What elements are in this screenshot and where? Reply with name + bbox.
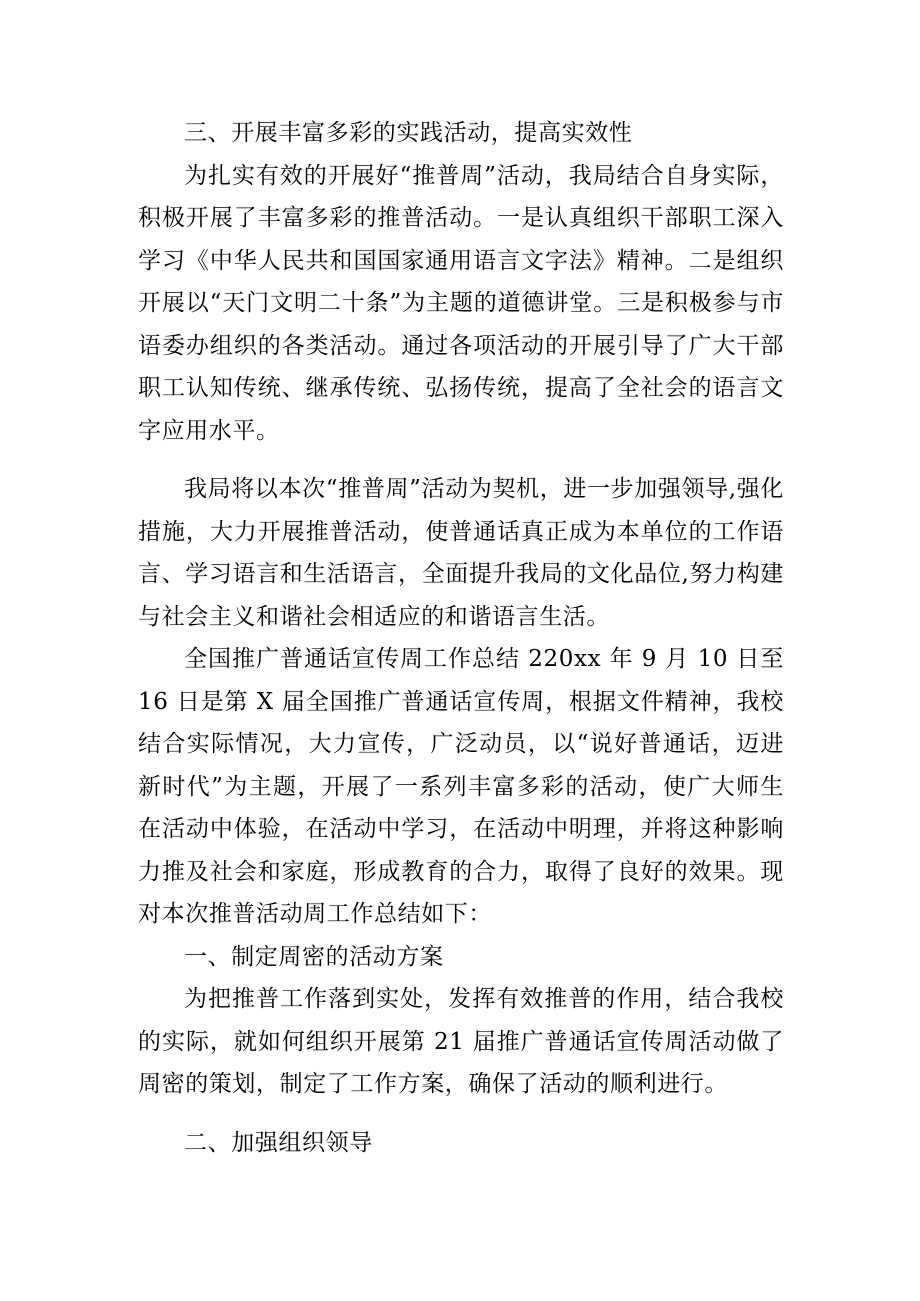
body-paragraph: 为扎实有效的开展好“推普周”活动，我局结合自身实际，积极开展了丰富多彩的推普活动。一是认真组织干部职工深入学习《中华人民共和国国家通用语言文字法》精神。二是组织开展以“天门文明二十条”为主题的道德讲堂。三是积极参与市语委办组织的各类活动。通过各项活动的开展引导了广大干部职工认知传统、继承传统、弘扬传统，提高了全社会的语言文字应用水平。 — [138, 162, 784, 444]
body-paragraph: 为把推普工作落到实处，发挥有效推普的作用，结合我校的实际，就如何组织开展第 21 届推广普通话宣传周活动做了周密的策划，制定了工作方案，确保了活动的顺利进行。 — [138, 986, 784, 1097]
body-paragraph: 全国推广普通话宣传周工作总结 220xx 年 9 月 10 日至 16 日是第 X 届全国推广普通话宣传周，根据文件精神，我校结合实际情况，大力宣传，广泛动员，以“说好普通话，迈进新时代”为主题，开展了一系列丰富多彩的活动，使广大师生在活动中体验，在活动中学习，在活动中明理，并将这种影响力推及社会和家庭，形成教育的合力，取得了良好的效果。现对本次推普活动周工作总结如下： — [138, 646, 784, 927]
document-body — [138, 112, 784, 1164]
section-heading-1: 一、制定周密的活动方案 — [184, 943, 444, 970]
section-heading-2: 二、加强组织领导 — [184, 1129, 373, 1156]
body-paragraph: 我局将以本次“推普周”活动为契机，进一步加强领导,强化措施，大力开展推普活动，使普通话真正成为本单位的工作语言、学习语言和生活语言，全面提升我局的文化品位,努力构建与社会主义和谐社会相适应的和谐语言生活。 — [138, 476, 784, 630]
section-heading-3: 三、开展丰富多彩的实践活动，提高实效性 — [184, 120, 633, 146]
